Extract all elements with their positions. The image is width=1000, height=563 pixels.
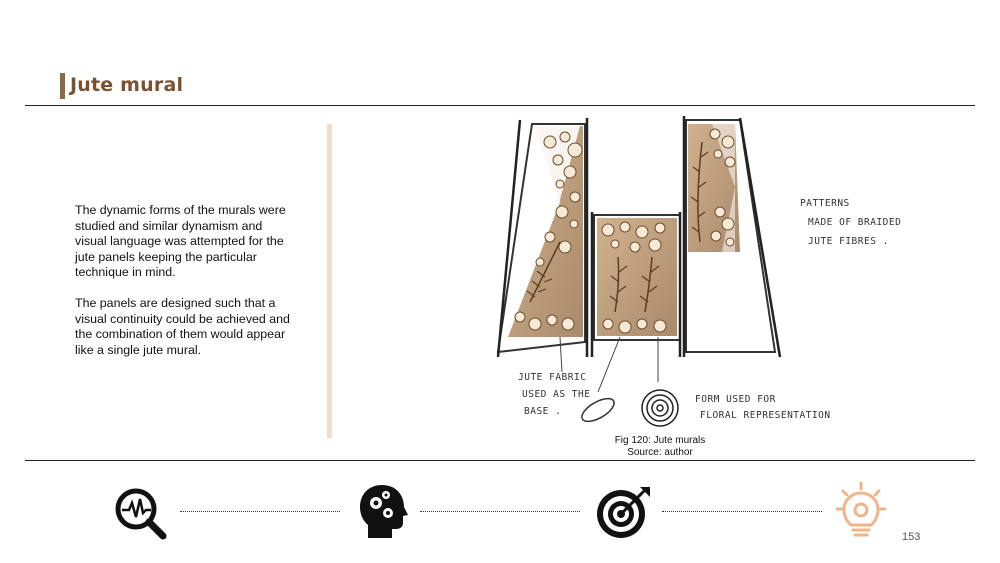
magnifier-pulse-icon <box>112 485 170 541</box>
fabric-note-line-1: JUTE FABRIC <box>518 372 587 383</box>
pattern-note-line-3: JUTE FIBRES . <box>808 236 889 247</box>
title-accent-bar <box>60 73 65 99</box>
top-rule <box>25 105 975 106</box>
pattern-note-line-2: MADE OF BRAIDED <box>808 217 902 228</box>
form-note-line-2: FLORAL REPRESENTATION <box>700 410 831 421</box>
paragraph-1: The dynamic forms of the murals were studied and similar dynamism and visual language was attempted for the jute panels keeping the particular technique in mind. <box>75 203 286 279</box>
page-title: Jute mural <box>70 74 184 96</box>
dotted-connector-2 <box>420 511 580 512</box>
page-number: 153 <box>902 531 921 543</box>
target-arrow-icon <box>596 485 652 541</box>
pattern-note-line-1: PATTERNS <box>800 198 850 209</box>
bottom-rule <box>25 460 975 461</box>
vertical-divider <box>327 124 332 438</box>
caption-source: Source: author <box>627 447 693 458</box>
figure-caption <box>560 435 760 459</box>
dotted-connector-3 <box>662 511 822 512</box>
right-panel <box>684 116 780 357</box>
form-note-line-1: FORM USED FOR <box>695 394 776 405</box>
paragraph-2: The panels are designed such that a visual continuity could be achieved and the combination of them would appear like a single jute mural. <box>75 296 290 357</box>
lightbulb-gear-icon <box>835 481 887 541</box>
fabric-note-line-2: USED AS THE <box>522 389 591 400</box>
middle-panel <box>592 212 680 357</box>
body-text <box>75 203 290 374</box>
caption-title: Fig 120: Jute murals <box>614 435 706 446</box>
head-gears-icon <box>358 483 408 539</box>
left-panel <box>498 118 587 357</box>
jute-mural-sketch <box>490 112 940 437</box>
coil-form-sketch <box>642 390 678 426</box>
fabric-note-line-3: BASE . <box>524 406 562 417</box>
dotted-connector-1 <box>180 511 340 512</box>
